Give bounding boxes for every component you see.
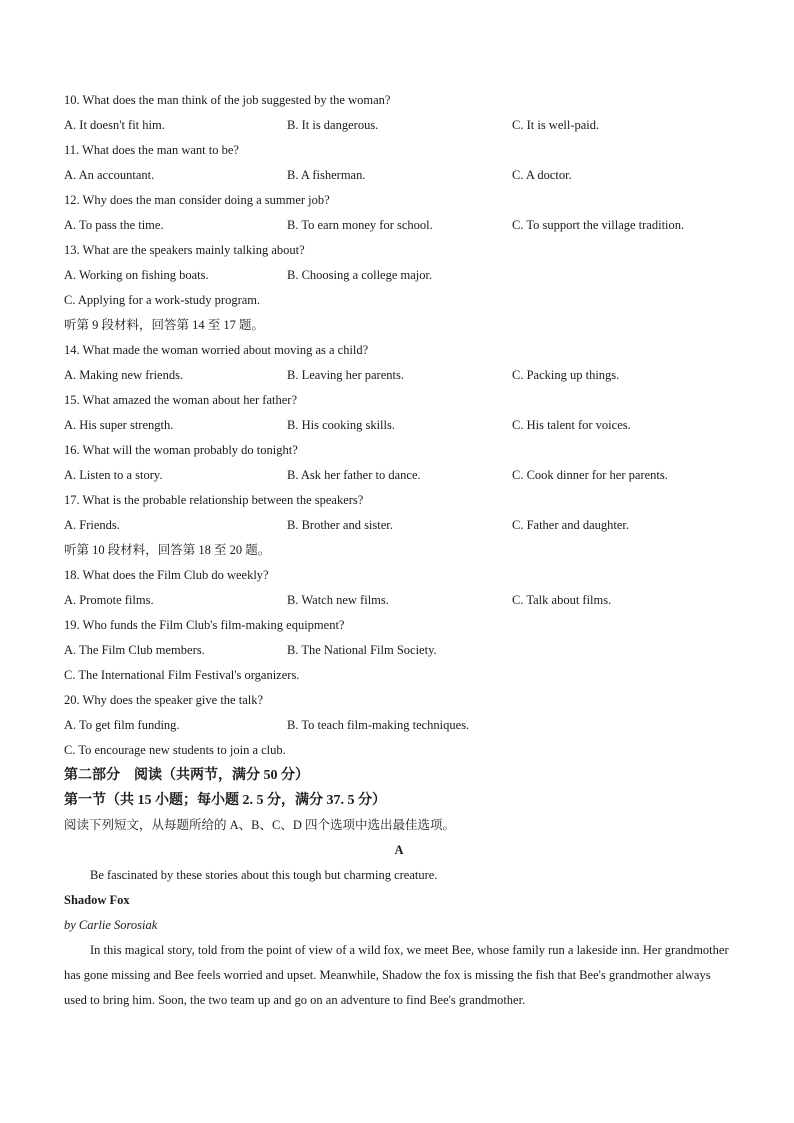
question-14: 14. What made the woman worried about moving as a child? — [64, 343, 369, 357]
section-10-heading: 听第 10 段材料，回答第 18 至 20 题。 — [64, 543, 271, 557]
question-10: 10. What does the man think of the job suggested by the woman? — [64, 93, 391, 107]
options-12 — [64, 213, 734, 238]
option-b: B. To earn money for school. — [287, 218, 433, 232]
option-c: C. His talent for voices. — [512, 418, 631, 432]
option-a: A. Listen to a story. — [64, 468, 163, 482]
passage-intro: Be fascinated by these stories about this tough but charming creature. — [90, 868, 438, 882]
option-b: B. It is dangerous. — [287, 118, 379, 132]
option-c: C. Packing up things. — [512, 368, 620, 382]
option-a: A. An accountant. — [64, 168, 155, 182]
option-a: A. Promote films. — [64, 593, 154, 607]
document-page — [64, 88, 734, 1013]
book-author: by Carlie Sorosiak — [64, 918, 158, 932]
option-b: B. Brother and sister. — [287, 518, 393, 532]
reading-instruction: 阅读下列短文，从每题所给的 A、B、C、D 四个选项中选出最佳选项。 — [64, 818, 455, 832]
option-a: A. Friends. — [64, 518, 120, 532]
option-b: B. The National Film Society. — [287, 643, 437, 657]
option-a: A. His super strength. — [64, 418, 174, 432]
options-17 — [64, 513, 734, 538]
options-18 — [64, 588, 734, 613]
option-b: B. Ask her father to dance. — [287, 468, 421, 482]
option-b: B. A fisherman. — [287, 168, 366, 182]
question-16: 16. What will the woman probably do tonight? — [64, 443, 298, 457]
option-c: C. Father and daughter. — [512, 518, 629, 532]
passage-letter: A — [394, 843, 404, 857]
option-c: C. To support the village tradition. — [512, 218, 685, 232]
section-9-heading: 听第 9 段材料，回答第 14 至 17 题。 — [64, 318, 265, 332]
option-c: C. The International Film Festival's organizers. — [64, 668, 300, 682]
option-c: C. It is well-paid. — [512, 118, 600, 132]
option-c: C. To encourage new students to join a club. — [64, 743, 286, 757]
options-14 — [64, 363, 734, 388]
question-15: 15. What amazed the woman about her father? — [64, 393, 298, 407]
part-2-heading: 第二部分 阅读（共两节，满分 50 分） — [64, 768, 309, 783]
question-13: 13. What are the speakers mainly talking about? — [64, 243, 305, 257]
option-b: B. Leaving her parents. — [287, 368, 404, 382]
option-a: A. Making new friends. — [64, 368, 184, 382]
option-a: A. It doesn't fit him. — [64, 118, 165, 132]
options-11 — [64, 163, 734, 188]
question-19: 19. Who funds the Film Club's film-making equipment? — [64, 618, 345, 632]
option-a: A. To pass the time. — [64, 218, 164, 232]
option-c: C. Applying for a work-study program. — [64, 293, 261, 307]
option-a: A. Working on fishing boats. — [64, 268, 209, 282]
options-13 — [64, 263, 734, 288]
passage-paragraph: In this magical story, told from the point of view of a wild fox, we meet Bee, whose family run a lakeside inn. Her grandmother has gone missing and Bee feels worried and upset. Meanwhile, Shadow the fox is missing the fish that Bee's grandmother always used to bring him. Soon, the two team up and go on an adventure to find Bee's grandmother. — [64, 943, 729, 1007]
options-20 — [64, 713, 734, 738]
question-11: 11. What does the man want to be? — [64, 143, 239, 157]
question-17: 17. What is the probable relationship between the speakers? — [64, 493, 364, 507]
options-16 — [64, 463, 734, 488]
options-15 — [64, 413, 734, 438]
question-20: 20. Why does the speaker give the talk? — [64, 693, 264, 707]
option-b: B. Choosing a college major. — [287, 268, 433, 282]
option-b: B. His cooking skills. — [287, 418, 395, 432]
options-10 — [64, 113, 734, 138]
option-b: B. Watch new films. — [287, 593, 389, 607]
question-12: 12. Why does the man consider doing a summer job? — [64, 193, 330, 207]
question-18: 18. What does the Film Club do weekly? — [64, 568, 269, 582]
options-19 — [64, 638, 734, 663]
option-c: C. Talk about films. — [512, 593, 612, 607]
option-c: C. Cook dinner for her parents. — [512, 468, 668, 482]
option-a: A. The Film Club members. — [64, 643, 205, 657]
option-b: B. To teach film-making techniques. — [287, 718, 470, 732]
book-title: Shadow Fox — [64, 893, 130, 907]
section-1-heading: 第一节（共 15 小题；每小题 2. 5 分，满分 37. 5 分） — [64, 793, 386, 808]
option-c: C. A doctor. — [512, 168, 572, 182]
option-a: A. To get film funding. — [64, 718, 180, 732]
